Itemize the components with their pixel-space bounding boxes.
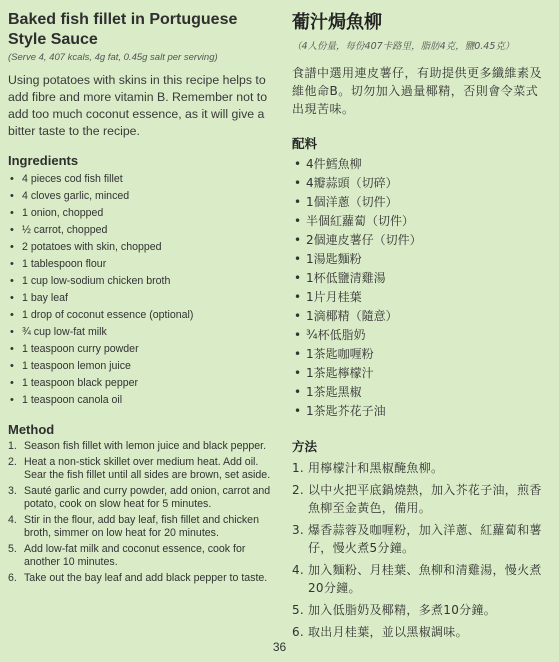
step-number: 1. (292, 461, 305, 475)
ingredient-item: • 半個紅蘿蔔（切件） (292, 212, 550, 231)
method-step (292, 561, 550, 597)
ingredient-item: • 1 teaspoon canola oil (8, 392, 280, 409)
method-step (8, 456, 280, 482)
method-step (8, 485, 280, 511)
ingredient-item: • 1 bay leaf (8, 290, 280, 307)
step-number: 5. (8, 543, 17, 555)
step-number: 1. (8, 440, 17, 452)
step-text: 加入低脂奶及椰精，多煮10分鐘。 (308, 603, 497, 617)
step-number: 6. (292, 625, 305, 639)
chinese-recipe-column (292, 0, 550, 645)
step-text: Heat a non-stick skillet over medium heat. Add oil. Sear the fish fillet until all sides are brown, set aside. (24, 456, 271, 481)
method-steps-en (8, 440, 280, 585)
method-step (8, 543, 280, 569)
ingredient-item: • 1湯匙麵粉 (292, 250, 550, 269)
step-number: 6. (8, 572, 17, 584)
step-text: 加入麵粉、月桂葉、魚柳和清雞湯，慢火煮20分鐘。 (308, 563, 542, 595)
recipe-title-en: Baked fish fillet in Portuguese Style Sauce (8, 11, 238, 48)
step-number: 3. (292, 523, 305, 537)
ingredient-item: • ¾杯低脂奶 (292, 326, 550, 345)
method-step (8, 514, 280, 540)
step-text: 用檸檬汁和黑椒醃魚柳。 (308, 461, 444, 475)
method-step (8, 440, 280, 453)
step-text: 取出月桂葉，並以黑椒調味。 (308, 625, 468, 639)
ingredients-heading-zh: 配料 (292, 136, 318, 151)
serving-info-zh: （4人份量，每份407卡路里，脂肪4克，鹽0.45克） (292, 41, 515, 52)
ingredient-item: • 1 onion, chopped (8, 205, 280, 222)
step-text: Stir in the flour, add bay leaf, fish fillet and chicken broth, simmer on low heat for 20 minutes. (24, 514, 259, 539)
intro-text-zh: 食譜中選用連皮薯仔，有助提供更多纖維素及維他命B。切勿加入過量椰精，否則會令菜式出現苦味。 (292, 66, 543, 116)
ingredient-item: • ¾ cup low-fat milk (8, 324, 280, 341)
ingredient-item: • ½ carrot, chopped (8, 222, 280, 239)
step-number: 2. (8, 456, 17, 468)
intro-text-en: Using potatoes with skins in this recipe helps to add fibre and more vitamin B. Remember not to add too much coconut essence, as it will give a bitter taste to the recipe. (8, 73, 268, 138)
ingredients-list-en (8, 171, 280, 409)
ingredient-item: • 2 potatoes with skin, chopped (8, 239, 280, 256)
method-heading-zh: 方法 (292, 439, 318, 454)
ingredient-item: • 1 cup low-sodium chicken broth (8, 273, 280, 290)
step-text: Add low-fat milk and coconut essence, cook for another 10 minutes. (24, 543, 246, 568)
ingredient-item: • 1滴椰精（隨意） (292, 307, 550, 326)
ingredient-item: • 1茶匙芥花子油 (292, 402, 550, 421)
method-step (292, 623, 550, 641)
method-heading-en: Method (8, 422, 55, 437)
ingredient-item: • 4 pieces cod fish fillet (8, 171, 280, 188)
ingredient-item: • 1 teaspoon black pepper (8, 375, 280, 392)
ingredient-item: • 4瓣蒜頭（切碎） (292, 174, 550, 193)
step-number: 3. (8, 485, 17, 497)
ingredient-item: • 1杯低鹽清雞湯 (292, 269, 550, 288)
step-text: 爆香蒜蓉及咖喱粉，加入洋蔥、紅蘿蔔和薯仔，慢火煮5分鐘。 (308, 523, 542, 555)
method-step (292, 459, 550, 477)
method-step (292, 521, 550, 557)
ingredient-item: • 1 teaspoon lemon juice (8, 358, 280, 375)
step-text: Take out the bay leaf and add black pepper to taste. (24, 572, 268, 584)
english-recipe-column (8, 0, 280, 588)
ingredient-item: • 1茶匙咖喱粉 (292, 345, 550, 364)
ingredients-heading-en: Ingredients (8, 153, 79, 168)
serving-info-en: (Serve 4, 407 kcals, 4g fat, 0.45g salt per serving) (8, 52, 218, 63)
recipe-title-zh: 葡汁焗魚柳 (292, 12, 382, 33)
ingredient-item: • 1個洋蔥（切件） (292, 193, 550, 212)
method-step (8, 572, 280, 585)
step-number: 4. (292, 563, 305, 577)
method-step (292, 601, 550, 619)
step-number: 2. (292, 483, 305, 497)
method-steps-zh (292, 459, 550, 641)
step-number: 4. (8, 514, 17, 526)
ingredient-item: • 1茶匙黑椒 (292, 383, 550, 402)
ingredients-list-zh (292, 155, 550, 421)
ingredient-item: • 1 teaspoon curry powder (8, 341, 280, 358)
step-text: 以中火把平底鍋燒熱，加入芥花子油，煎香魚柳至金黃色，備用。 (308, 483, 542, 515)
ingredient-item: • 1 drop of coconut essence (optional) (8, 307, 280, 324)
page-number: 36 (272, 640, 287, 654)
ingredient-item: • 4件鱈魚柳 (292, 155, 550, 174)
step-text: Sauté garlic and curry powder, add onion, carrot and potato, cook on slow heat for 5 minutes. (24, 485, 271, 510)
step-number: 5. (292, 603, 305, 617)
method-step (292, 481, 550, 517)
ingredient-item: • 1茶匙檸檬汁 (292, 364, 550, 383)
ingredient-item: • 4 cloves garlic, minced (8, 188, 280, 205)
ingredient-item: • 2個連皮薯仔（切件） (292, 231, 550, 250)
ingredient-item: • 1片月桂葉 (292, 288, 550, 307)
step-text: Season fish fillet with lemon juice and black pepper. (24, 440, 267, 452)
ingredient-item: • 1 tablespoon flour (8, 256, 280, 273)
